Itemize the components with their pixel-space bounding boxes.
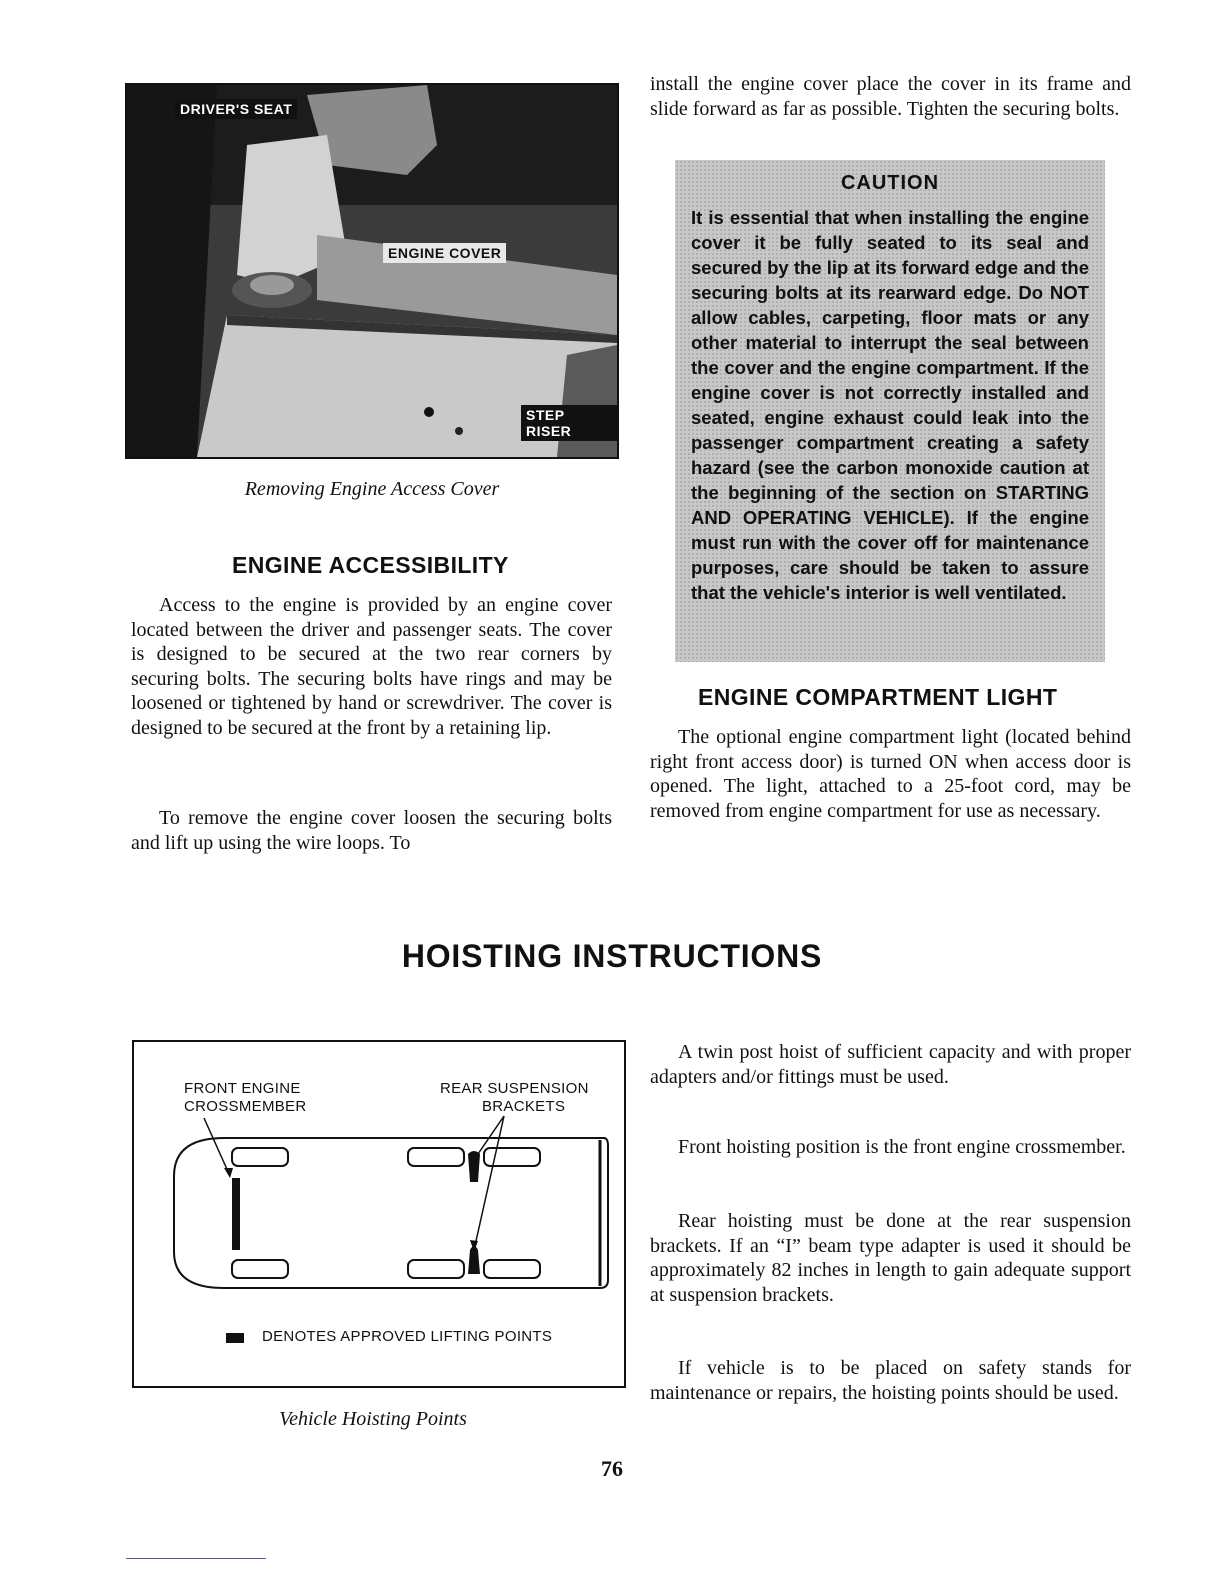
front-lifting-point [232,1178,240,1250]
engine-light-heading: ENGINE COMPARTMENT LIGHT [698,684,1058,710]
engine-accessibility-paragraph-2: To remove the engine cover loosen the securing bolts and lift up using the wire loops. To [131,807,612,854]
legend-marker [226,1333,244,1343]
install-cover-paragraph: install the engine cover place the cover in its frame and slide forward as far as possible. Tighten the securing bolts. [650,73,1131,120]
hoisting-paragraph-4: If vehicle is to be placed on safety stands for maintenance or repairs, the hoisting points should be used. [650,1357,1131,1404]
footer-rule [126,1558,266,1559]
caution-box [675,160,1105,662]
diagram-caption: Vehicle Hoisting Points [279,1408,467,1430]
photo-illustration [127,85,617,457]
photo-caption: Removing Engine Access Cover [244,478,500,500]
engine-light-paragraph: The optional engine compartment light (located behind right front access door) is turned ON when access door is opened. The light, attached to a 25-foot cord, may be removed from engine compartment for use as necessary. [650,726,1131,822]
caution-text: It is essential that when installing the engine cover it be fully seated to its seal and secured by the lip at its forward edge and the securing bolts at its rearward edge. Do NOT allow cables, carpeting, floor mats or any other material to interrupt the seal between the cover and the engine compartment. If the engine cover is not correctly installed and seated, engine exhaust could leak into the passenger compartment creating a safety hazard (see the carbon monoxide caution at the beginning of the section on STARTING AND OPERATING VEHICLE). If the engine must run with the cover off for maintenance purposes, care should be taken to assure that the vehicle's interior is well ventilated. [691,207,1089,603]
rear-brackets-label-1: REAR SUSPENSION [440,1080,589,1097]
caution-title: CAUTION [840,172,940,194]
engine-cover-label: ENGINE COVER [383,243,506,263]
rear-lifting-point-upper [468,1151,480,1182]
hoisting-title: HOISTING INSTRUCTIONS [401,938,823,974]
lifting-points-legend: DENOTES APPROVED LIFTING POINTS [262,1328,553,1345]
rear-brackets-label-2: BRACKETS [482,1098,566,1115]
engine-accessibility-heading: ENGINE ACCESSIBILITY [232,552,509,578]
step-riser-label: STEP RISER [521,405,617,441]
hoisting-paragraph-2: Front hoisting position is the front engine crossmember. [678,1136,1126,1158]
engine-cover-photo [125,83,619,459]
engine-accessibility-paragraph-1: Access to the engine is provided by an engine cover located between the driver and passenger seats. The cover is designed to be secured at the two rear corners by securing bolts. The securing bolts have rings and may be loosened or tightened by hand or screwdriver. The cover is designed to be secured at the front by a retaining lip. [131,594,612,739]
hoisting-paragraph-1: A twin post hoist of sufficient capacity and with proper adapters and/or fittings must be used. [650,1041,1131,1088]
drivers-seat-label: DRIVER'S SEAT [175,99,297,119]
page-number: 76 [601,1456,623,1481]
hoisting-diagram [132,1040,626,1388]
hoisting-paragraph-3: Rear hoisting must be done at the rear suspension brackets. If an “I” beam type adapter is used it should be approximately 82 inches in length to gain adequate support at suspension brackets. [650,1210,1131,1306]
front-crossmember-label-1: FRONT ENGINE [184,1080,301,1097]
front-crossmember-label-2: CROSSMEMBER [184,1098,307,1115]
